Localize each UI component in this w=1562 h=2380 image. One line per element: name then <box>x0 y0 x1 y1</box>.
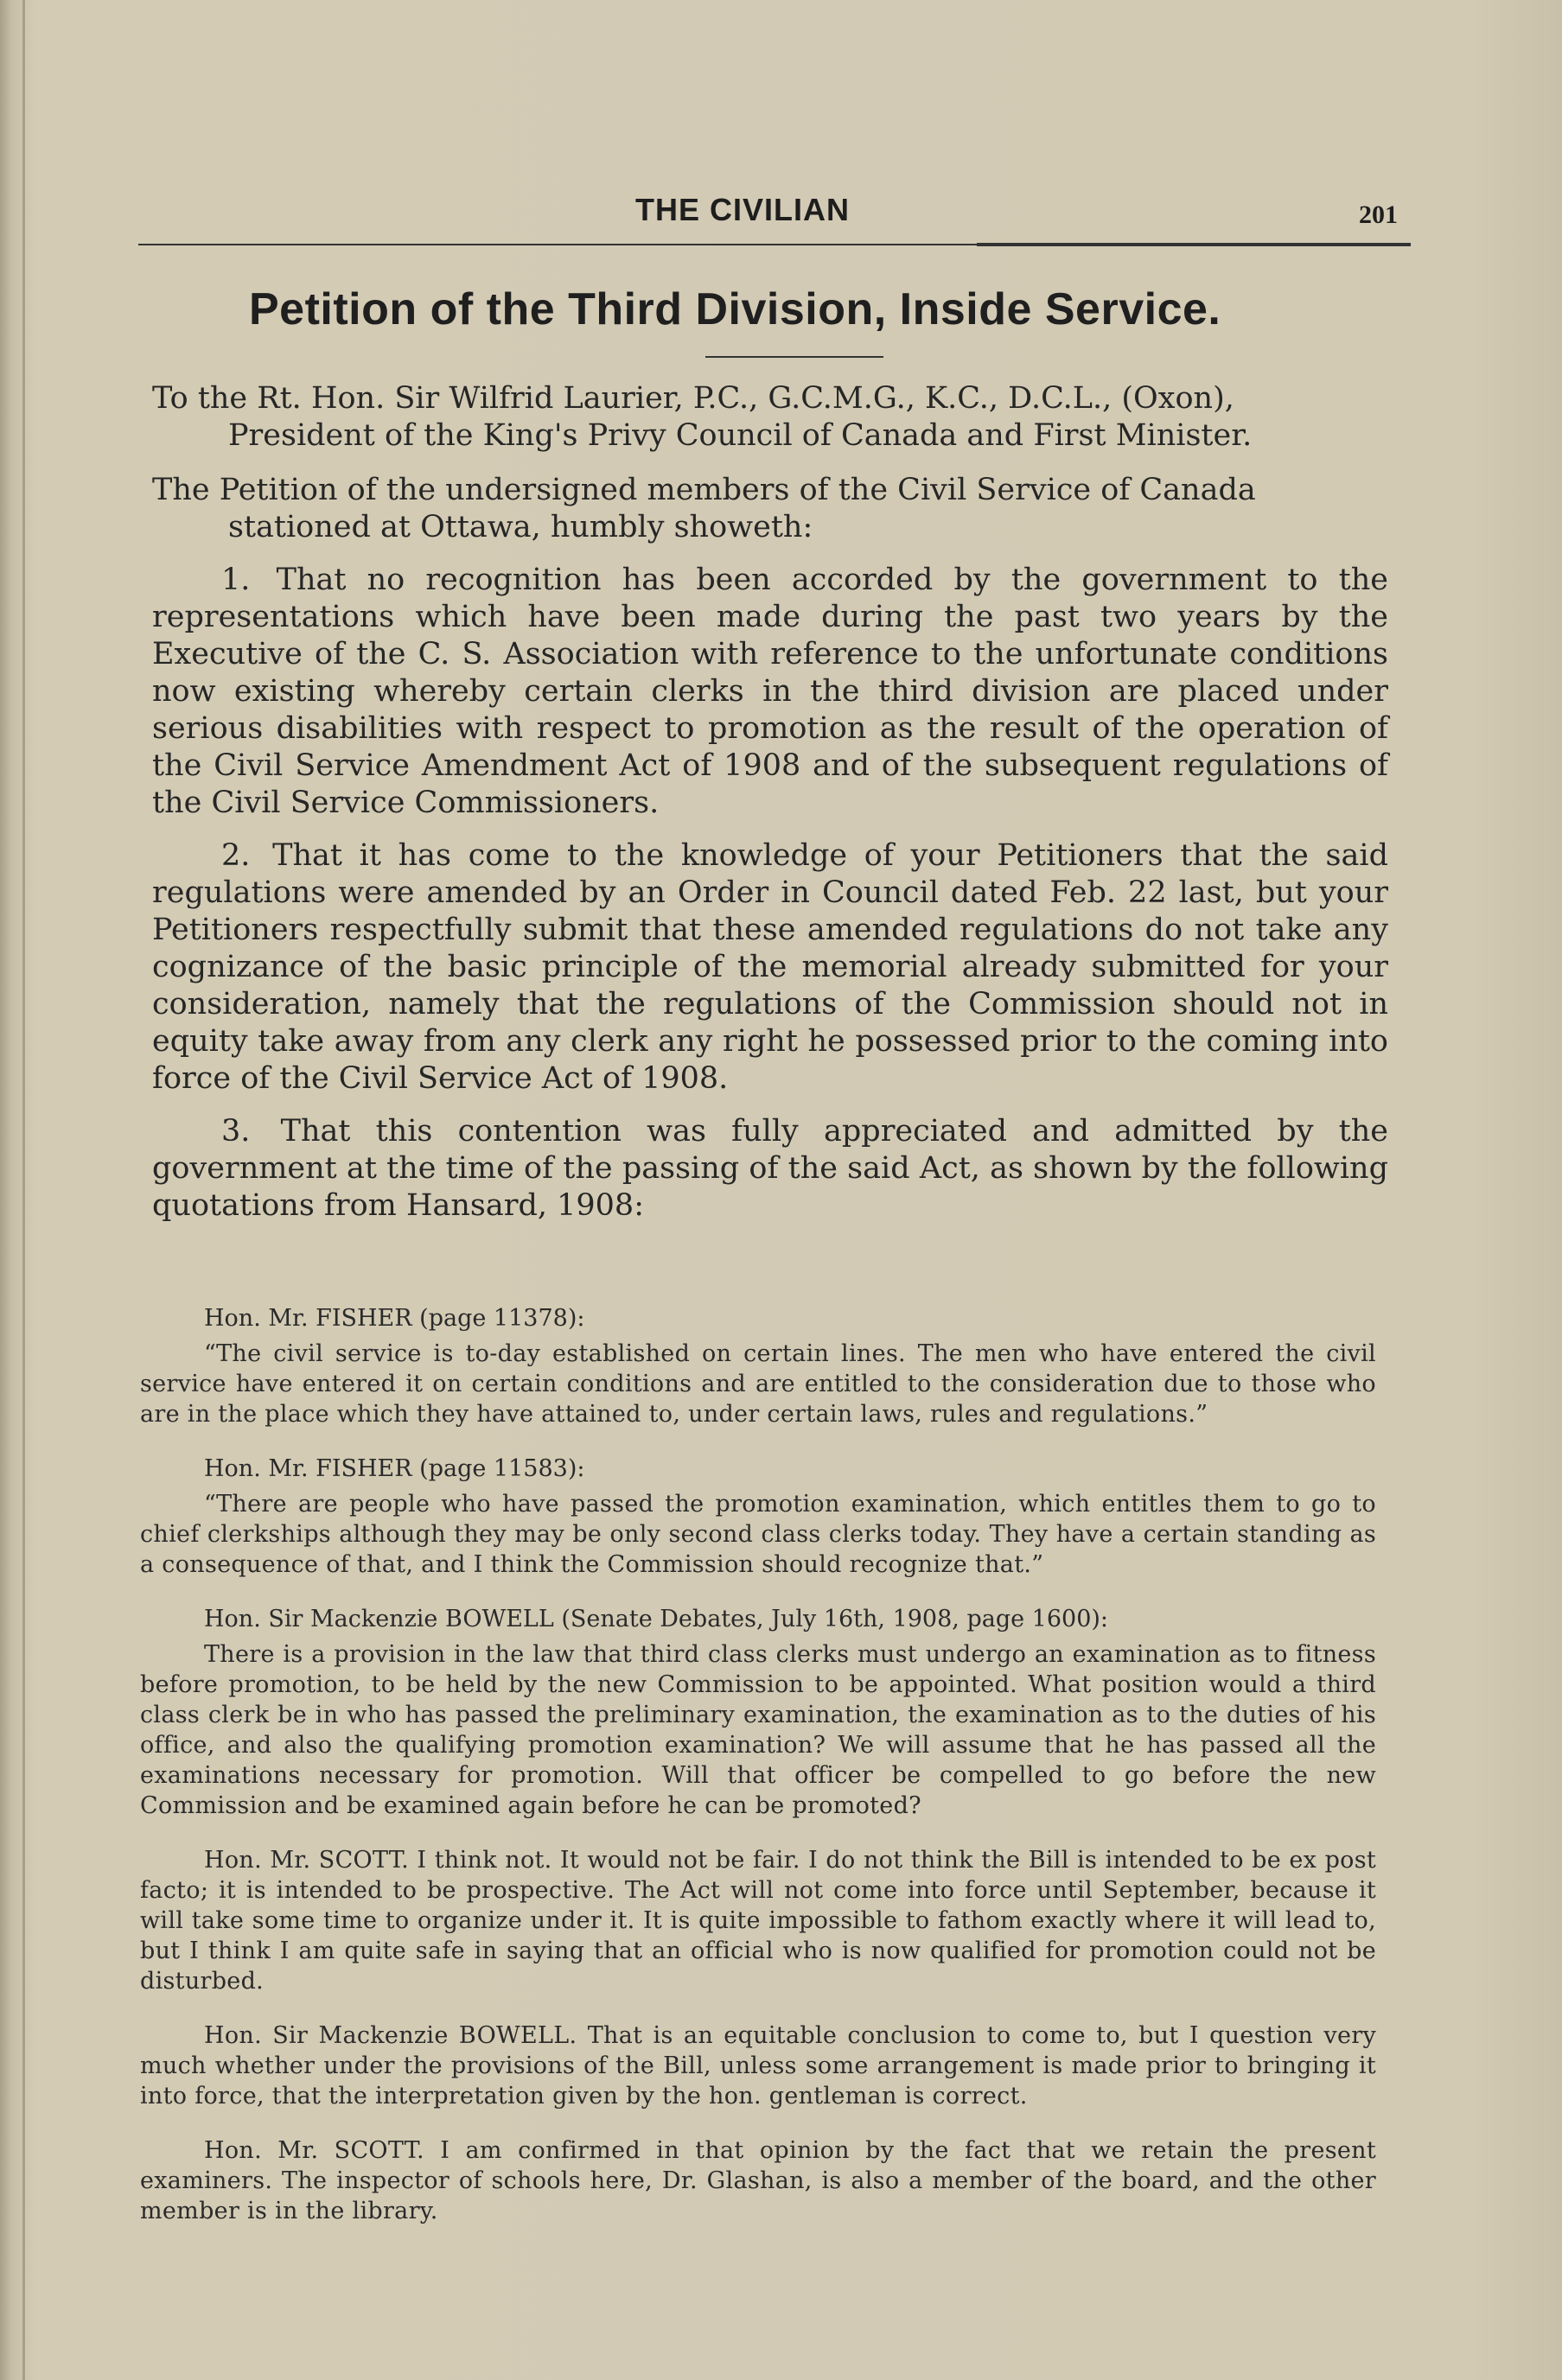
article-title: Petition of the Third Division, Inside Service. <box>249 284 1221 334</box>
address-line: To the Rt. Hon. Sir Wilfrid Laurier, P.C., G.C.M.G., K.C., D.C.L., (Oxon), President of the King's Privy Council of Canada and First Minister. <box>152 381 1253 453</box>
quote-text: That is an equitable conclusion to come to, but I question very much whether under the provisions of the Bill, unless some arrangement is made prior to bringing it into force, that the interpretation given by the hon. gentleman is correct. <box>140 2022 1376 2110</box>
dialogue-block <box>140 2135 1376 2226</box>
article-body <box>152 380 1388 1240</box>
quote-text: I am confirmed in that opinion by the fact that we retain the present examiners. The inspector of schools here, Dr. Glashan, is also a member of the board, and the other member is in the library. <box>140 2137 1376 2224</box>
dialogue-block <box>140 2020 1376 2111</box>
quote-text: “The civil service is to-day established on certain lines. The men who have entered the civil service have entered it on certain conditions and are entitled to the consideration due to those who are in the place which they have attained to, under certain laws, rules and regulations.” <box>140 1340 1376 1428</box>
dialogue-block <box>140 1845 1376 1996</box>
quote-text: “There are people who have passed the promotion examination, which entitles them to go to chief clerkships although they may be only second class clerks today. They have a certain standing as a consequence of that, and I think the Commission should recognize that.” <box>140 1491 1376 1578</box>
quote-speaker: Hon. Sir Mackenzie BOWELL. <box>204 2022 577 2049</box>
page-number: 201 <box>1359 200 1398 229</box>
title-rule <box>705 356 883 358</box>
hansard-quotations <box>140 1303 1376 2250</box>
quote-speaker: Hon. Mr. FISHER (page 11378): <box>204 1305 585 1332</box>
paragraph-number: 3. <box>221 1114 251 1149</box>
quote-speaker: Hon. Mr. SCOTT. <box>204 1847 410 1874</box>
quote-speaker: Hon. Mr. FISHER (page 11583): <box>204 1455 585 1482</box>
paragraph-number: 2. <box>221 838 251 873</box>
page-header <box>0 192 1562 252</box>
paragraph-text: That this contention was fully appreciated and admitted by the government at the time of the passing of the said Act, as shown by the following quotations from Hansard, 1908: <box>152 1114 1388 1223</box>
petition-intro: The Petition of the undersigned members of the Civil Service of Canada stationed at Ottawa, humbly showeth: <box>152 473 1256 544</box>
quote-speaker: Hon. Mr. SCOTT. <box>204 2137 424 2164</box>
numbered-paragraph <box>152 837 1388 1098</box>
quote-text: I think not. It would not be fair. I do not think the Bill is intended to be ex post facto; it is intended to be prospective. The Act will not come into force until September, because it will take some time to organize under it. It is quite impossible to fathom exactly where it will lead to, but I think I am quite safe in saying that an official who is now qualified for promotion could not be disturbed. <box>140 1847 1377 1995</box>
numbered-paragraph <box>152 562 1388 822</box>
paragraph-text: That no recognition has been accorded by the government to the representations which have been made during the past two years by the Executive of the C. S. Association with reference to the unfortunate conditions now existing whereby certain clerks in the third division are placed under serious disabilities with respect to promotion as the result of the operation of the Civil Service Amendment Act of 1908 and of the subsequent regulations of the Civil Service Commissioners. <box>152 563 1388 820</box>
binding-edge <box>22 0 25 2380</box>
numbered-paragraph <box>152 1113 1388 1225</box>
running-title: THE CIVILIAN <box>635 192 851 227</box>
header-rule-thick <box>977 243 1411 246</box>
paragraph-number: 1. <box>221 563 251 597</box>
quote-speaker: Hon. Sir Mackenzie BOWELL (Senate Debates, July 16th, 1908, page 1600): <box>204 1606 1109 1632</box>
quote-text: There is a provision in the law that third class clerks must undergo an examination as to fitness before promotion, to be held by the new Commission to be appointed. What position would a third class clerk be in who has passed the preliminary examination, the examination as to the duties of his office, and also the qualifying promotion examination? We will assume that he has passed all the examinations necessary for promotion. Will that officer be compelled to go before the new Commission and be examined again before he can be promoted? <box>140 1641 1376 1819</box>
paragraph-text: That it has come to the knowledge of your Petitioners that the said regulations were amended by an Order in Council dated Feb. 22 last, but your Petitioners respectfully submit that these amended regulations do not take any cognizance of the basic principle of the memorial already submitted for your consideration, namely that the regulations of the Commission should not in equity take away from any clerk any right he possessed prior to the coming into force of the Civil Service Act of 1908. <box>152 838 1388 1096</box>
